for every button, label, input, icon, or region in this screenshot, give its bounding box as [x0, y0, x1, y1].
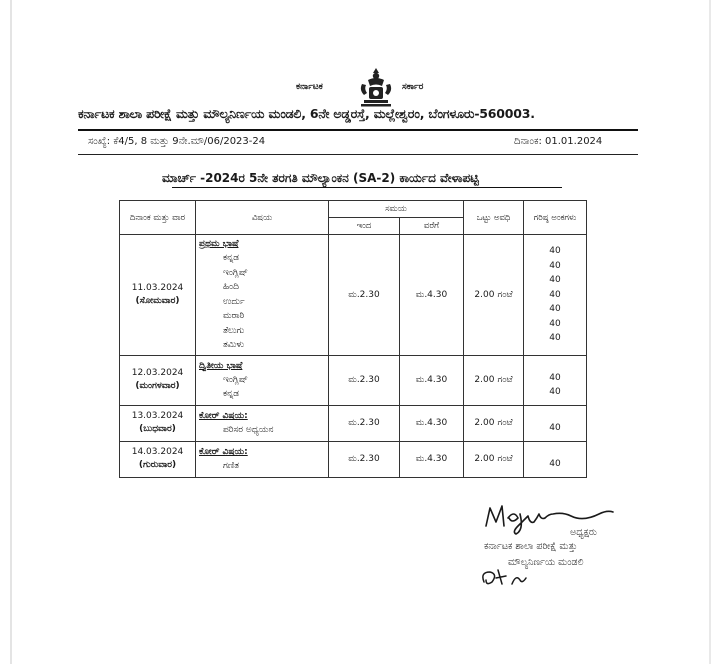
date-cell [120, 441, 196, 477]
subject-item: ಕನ್ನಡ [223, 253, 240, 263]
duration-cell [464, 235, 524, 356]
header-max-marks: ಗರಿಷ್ಠ ಅಂಕಗಳು [524, 201, 587, 235]
table-row [120, 235, 587, 356]
duration-cell [464, 355, 524, 405]
subject-item: ಗಣಿತ [223, 460, 240, 471]
subject-heading: ಪ್ರಥಮ ಭಾಷೆ [199, 239, 239, 249]
header-rule [78, 129, 638, 131]
marks-value: 40 [549, 289, 561, 300]
header-time: ಸಮಯ [329, 201, 464, 218]
signatory-designation: ಅಧ್ಯಕ್ಷರು [570, 527, 597, 538]
table-row [120, 355, 587, 405]
exam-schedule-table [119, 200, 587, 478]
duration-value: 2.00 [474, 375, 495, 385]
exam-day: (ಮಂಗಳವಾರ) [135, 381, 180, 391]
subject-item: ಇಂಗ್ಲಿಷ್ [223, 267, 248, 278]
scan-edge-left [10, 0, 12, 664]
signature-icon [482, 500, 627, 536]
subject-item: ಉರ್ದು [223, 296, 245, 307]
exam-day: (ಗುರುವಾರ) [138, 460, 177, 470]
initials-icon [478, 562, 538, 590]
subject-item: ಇಂಗ್ಲಿಷ್ [223, 374, 248, 385]
subject-cell [196, 405, 329, 441]
duration-value: 2.00 [474, 289, 495, 300]
header-duration: ಒಟ್ಟು ಅವಧಿ [464, 201, 524, 235]
signatory-office-line2: ಮೌಲ್ಯನಿರ್ಣಯ ಮಂಡಲಿ [508, 557, 584, 568]
duration-unit: ಗಂಟೆ [497, 289, 513, 300]
issue-date: ದಿನಾಂಕ: 01.01.2024 [514, 136, 603, 147]
start-time: ಮ.2.30 [329, 235, 400, 356]
subject-item: ತಮಿಳು [223, 340, 245, 350]
marks-value: 40 [549, 422, 561, 433]
start-time: ಮ.2.30 [329, 441, 400, 477]
marks-value: 40 [549, 372, 561, 383]
reference-number: ಸಂಖ್ಯೆ: ಕೆ4/5, 8 ಮತ್ತು 9ನೇ.ಮೌ/06/2023-24 [88, 136, 266, 147]
exam-date: 12.03.2024 [131, 368, 184, 378]
start-time: ಮ.2.30 [329, 355, 400, 405]
government-label-left: ಕರ್ನಾಟಕ [296, 82, 323, 92]
subject-item: ತೆಲುಗು [223, 325, 245, 336]
marks-value: 40 [549, 304, 561, 314]
duration-unit: ಗಂಟೆ [497, 454, 513, 464]
header-date-day: ದಿನಾಂಕ ಮತ್ತು ವಾರ [120, 201, 196, 235]
date-cell [120, 405, 196, 441]
exam-day: (ಬುಧವಾರ) [139, 424, 176, 434]
end-time: ಮ.4.30 [400, 405, 464, 441]
duration-cell [464, 441, 524, 477]
signatory-office-line1: ಕರ್ನಾಟಕ ಶಾಲಾ ಪರೀಕ್ಷೆ ಮತ್ತು [484, 541, 578, 552]
duration-value: 2.00 [474, 418, 495, 428]
marks-cell [524, 355, 587, 405]
marks-value: 40 [549, 458, 561, 469]
duration-value: 2.00 [474, 454, 495, 464]
date-cell [120, 235, 196, 356]
marks-value: 40 [549, 246, 561, 256]
duration-unit: ಗಂಟೆ [497, 418, 513, 428]
exam-date: 11.03.2024 [131, 282, 184, 293]
end-time: ಮ.4.30 [400, 441, 464, 477]
subject-heading: ಕೋರ್ ವಿಷಯ: [199, 446, 248, 457]
exam-date: 13.03.2024 [131, 411, 184, 421]
document-title: ಮಾರ್ಚ್ -2024ರ 5ನೇ ತರಗತಿ ಮೌಲ್ಯಾಂಕನ (SA-2) ಕಾರ್ಯದ ವೇಳಾಪಟ್ಟಿ [162, 171, 479, 185]
table-row [120, 405, 587, 441]
date-cell [120, 355, 196, 405]
marks-value: 40 [549, 275, 561, 285]
title-underline [172, 187, 562, 188]
marks-cell [524, 405, 587, 441]
subject-heading: ಕೋರ್ ವಿಷಯ: [199, 410, 248, 421]
exam-date: 14.03.2024 [131, 447, 184, 457]
subject-heading: ದ್ವಿತೀಯ ಭಾಷೆ [199, 360, 243, 371]
state-emblem-icon [356, 66, 396, 108]
subject-cell [196, 355, 329, 405]
subject-item: ಪರಿಸರ ಅಧ್ಯಯನ [223, 424, 274, 435]
board-address: ಕರ್ನಾಟಕ ಶಾಲಾ ಪರೀಕ್ಷೆ ಮತ್ತು ಮೌಲ್ಯನಿರ್ಣಯ ಮಂಡಲಿ, 6ನೇ ಅಡ್ಡರಸ್ತೆ, ಮಲ್ಲೇಶ್ವರಂ, ಬೆಂಗಳೂರು-560003. [78, 106, 535, 121]
subject-item: ಕನ್ನಡ [223, 389, 240, 399]
subject-item: ಹಿಂದಿ [223, 282, 239, 292]
end-time: ಮ.4.30 [400, 355, 464, 405]
marks-value: 40 [549, 387, 561, 397]
subject-cell [196, 441, 329, 477]
exam-day: (ಸೋಮವಾರ) [135, 295, 180, 306]
marks-value: 40 [549, 260, 561, 271]
header-to: ವರೆಗೆ [400, 218, 464, 235]
marks-value: 40 [549, 333, 561, 343]
duration-unit: ಗಂಟೆ [497, 375, 513, 385]
marks-value: 40 [549, 318, 561, 329]
scan-edge-right [709, 0, 711, 664]
header-from: ಇಂದ [329, 218, 400, 235]
table-row [120, 441, 587, 477]
government-label-right: ಸರ್ಕಾರ [402, 82, 424, 92]
subject-cell [196, 235, 329, 356]
marks-cell [524, 441, 587, 477]
marks-cell [524, 235, 587, 356]
header-subject: ವಿಷಯ [196, 201, 329, 235]
end-time: ಮ.4.30 [400, 235, 464, 356]
reference-rule [78, 154, 638, 155]
subject-item: ಮರಾಠಿ [223, 311, 245, 321]
duration-cell [464, 405, 524, 441]
start-time: ಮ.2.30 [329, 405, 400, 441]
